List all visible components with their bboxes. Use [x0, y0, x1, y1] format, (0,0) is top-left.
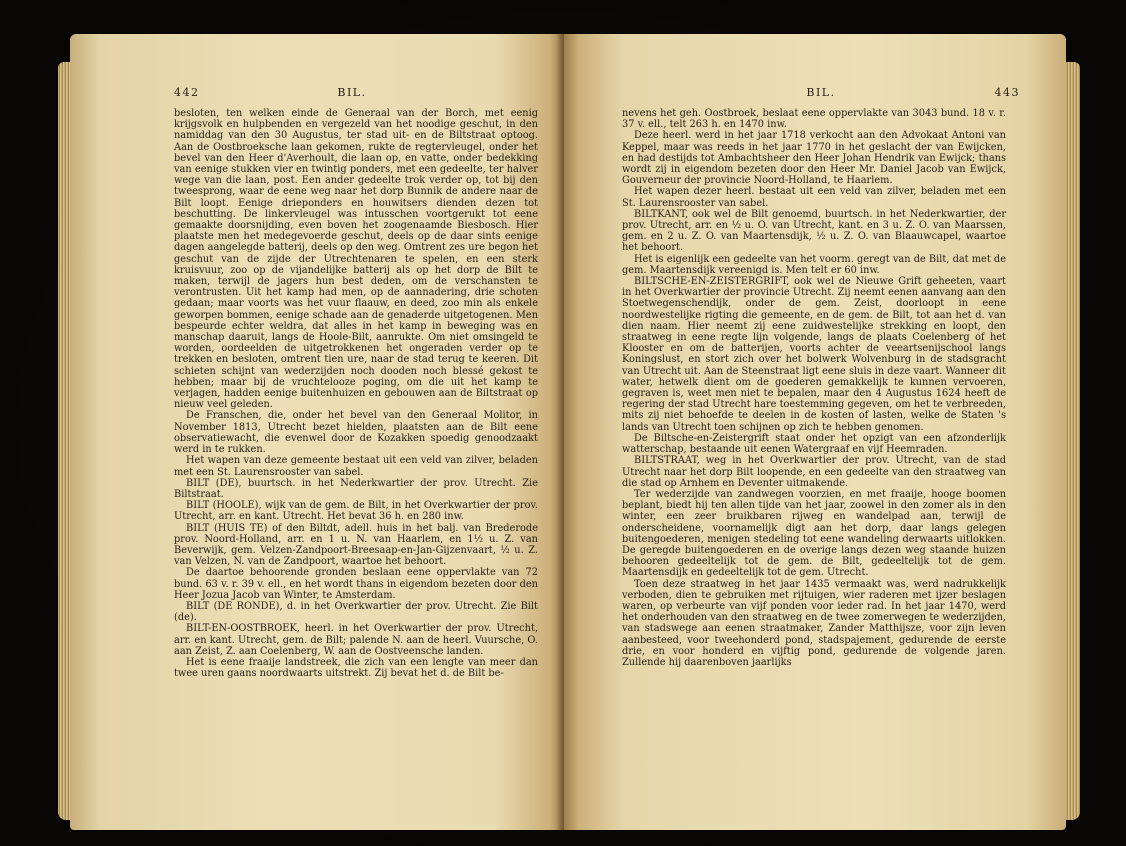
left-page	[70, 34, 564, 830]
paragraph: BILT (HUIS TE) of den Biltdt, adell. huis in het balj. van Brederode prov. Noord-Holland, arr. en 1 u. N. van Haarlem, en 1½ u. Z. van Beverwijk, gem. Velzen-Zandpoort-Breesaap-en-Jan-Gijzenvaart, ½ u. Z. van Velzen, N. van de Zandpoort, waartoe het behoort.	[174, 522, 538, 568]
page-edges-right	[1066, 62, 1080, 820]
paragraph: BILT-EN-OOSTBROEK, heerl. in het Overkwartier der prov. Utrecht, arr. en kant. Utrecht, gem. de Bilt; palende N. aan de heerl. Vuursche, O. aan Zeist, Z. aan Coelenberg, W. aan de Oostveensche landen.	[174, 623, 538, 657]
paragraph: BILT (DE), buurtsch. in het Nederkwartier der prov. Utrecht. Zie Biltstraat.	[174, 477, 538, 500]
page-number: 442	[174, 86, 200, 99]
paragraph: Het wapen dezer heerl. bestaat uit een veld van zilver, beladen met een St. Laurensrooster van sabel.	[622, 186, 1006, 209]
page-number: 443	[994, 86, 1020, 99]
running-head: BIL.	[337, 86, 367, 99]
right-page	[564, 34, 1066, 830]
paragraph: Deze heerl. werd in het jaar 1718 verkocht aan den Advokaat Antoni van Keppel, maar was reeds in het jaar 1770 in het geslacht der van Ewijcken, en had destijds tot Ambachtsheer den Heer Johan Hendrik van Ewijck; thans wordt zij in eigendom bezeten door den Heer Mr. Daniel Jacob van Ewijck, Gouverneur der provincie Noord-Holland, te Haarlem.	[622, 130, 1006, 187]
paragraph: Ter wederzijde van zandwegen voorzien, en met fraaije, hooge boomen beplant, biedt hij ten allen tijde van het jaar, zoowel in den zomer als in den winter, een zeer bruikbaren rijweg en wandelpad aan, terwijl de onderscheidene, voornamelijk digt aan het dorp, daar langs gelegen buitengoederen, menigen stedeling tot eene wandeling derwaarts uitlokken. De geregde buitengoederen en de overige langs dezen weg staande huizen behooren gedeeltelijk tot de gem. de Bilt, gedeeltelijk tot de gem. Maartensdijk en gedeeltelijk tot de gem. Utrecht.	[622, 488, 1006, 579]
right-page-header	[622, 86, 1020, 104]
left-page-text	[174, 108, 538, 679]
paragraph: Het wapen van deze gemeente bestaat uit een veld van zilver, beladen met een St. Laurensrooster van sabel.	[174, 455, 538, 478]
right-page-text	[622, 108, 1006, 668]
paragraph: Het is eigenlijk een gedeelte van het voorm. geregt van de Bilt, dat met de gem. Maartensdijk vereenigd is. Men telt er 60 inw.	[622, 253, 1006, 276]
paragraph: BILTSTRAAT, weg in het Overkwartier der prov. Utrecht, van de stad Utrecht naar het dorp Bilt loopende, en een gedeelte van den straatweg van die stad op Arnhem en Deventer uitmakende.	[622, 455, 1006, 489]
paragraph: De daartoe behoorende gronden beslaan eene oppervlakte van 72 bund. 63 v. r. 39 v. ell., en het wordt thans in eigendom bezeten door den Heer Jozua Jacob van Winter, te Amsterdam.	[174, 567, 538, 601]
running-head: BIL.	[806, 86, 836, 99]
paragraph: Toen deze straatweg in het jaar 1435 vermaakt was, werd nadrukkelijk verboden, dien te gebruiken met rijtuigen, wier raderen met ijzer beslagen waren, op verbeurte van vijf ponden voor ieder rad. In het jaar 1470, werd het onderhouden van den straatweg en de twee zomerwegen te wederzijden, van stadswege aan eenen straatmaker, Zander Matthijsze, voor zijn leven aanbesteed, voor tweehonderd pond, stadspajement, gedurende de eerste drie, en voor honderd en vijftig pond, gedurende de volgende jaren. Zullende hij daarenboven jaarlijks	[622, 578, 1006, 668]
paragraph: BILTKANT, ook wel de Bilt genoemd, buurtsch. in het Nederkwartier, der prov. Utrecht, arr. en ½ u. O. van Utrecht, kant. en 3 u. Z. O. van Maarssen, gem. en 2 u. Z. O. van Maartensdijk, ½ u. Z. O. van Blaauwcapel, waartoe het behoort.	[622, 208, 1006, 254]
paragraph: BILT (DE RONDE), d. in het Overkwartier der prov. Utrecht. Zie Bilt (de).	[174, 600, 538, 624]
paragraph: De Biltsche-en-Zeistergrift staat onder het opzigt van een afzonderlijk watterschap, bestaande uit eenen Watergraaf en vijf Heemraden.	[622, 432, 1006, 456]
paragraph: Het is eene fraaije landstreek, die zich van een lengte van meer dan twee uren gaans noordwaarts uitstrekt. Zij bevat het d. de Bilt be-	[174, 656, 538, 680]
left-page-header	[174, 86, 530, 104]
paragraph: nevens het geh. Oostbroek, beslaat eene oppervlakte van 3043 bund. 18 v. r. 37 v. ell., telt 263 h. en 1470 inw.	[622, 108, 1006, 131]
paragraph: BILTSCHE-EN-ZEISTERGRIFT, ook wel de Nieuwe Grift geheeten, vaart in het Overkwartier der provincie Utrecht. Zij neemt eenen aanvang aan den Stoetwegenschendijk, onder de gem. Zeist, doorloopt in eene noordwestelijke rigting die gemeente, en de gem. de Bilt, tot aan het d. van dien naam. Hier neemt zij eene zuidwestelijke strekking en loopt, den straatweg in eene regte lijn volgende, langs de plaats Coelenberg of het Klooster en om de batterijen, voorts achter de veeartsenijschool langs Koningslust, en stort zich over het bolwerk Wolvenburg in de stadsgracht van Utrecht uit. Aan de Steenstraat ligt eene sluis in deze vaart. Wanneer dit water, hetwelk dient om de goederen gemakkelijk te kunnen vervoeren, gegraven is, weet men niet te bepalen, maar den 4 Augustus 1624 heeft de regering der stad Utrecht hare toestemming gegeven, om het te verbreeden, mits zij niet behoefde te deelen in de kosten of lasten, welke de Staten 's lands van Utrecht toen schijnen op zich te hebben genomen.	[622, 276, 1006, 433]
paragraph: De Franschen, die, onder het bevel van den Generaal Molitor, in November 1813, Utrecht bezet hielden, plaatsten aan de Bilt eene observatiewacht, die evenwel door de Kozakken spoedig genoodzaakt werd in te rukken.	[174, 410, 538, 456]
open-book	[58, 22, 1080, 834]
paragraph: besloten, ten welken einde de Generaal van der Borch, met eenig krijgsvolk en hulpbenden en vergezeld van het noodige geschut, in den namiddag van den 30 Augustus, ter stad uit- en de Biltstraat optoog. Aan de Oostbroeksche laan gekomen, rukte de regtervleugel, onder het bevel van den Heer d'Averhoult, die laan op, en vatte, onder bedekking van eenige stukken vier en twintig ponders, met een gedeelte, ter halver wege van die laan, post. Een ander gedeelte trok verder op, tot bij den tweesprong, waar de eene weg naar het dorp Bunnik de andere naar de Bilt loopt. Eenige drieponders en houwitsers dienden dezen tot beschutting. De linkervleugel was intusschen voortgerukt tot eene gemaakte doorsnijding, even boven het zoogenaamde Biesbosch. Hier plaatste men het medegevoerde geschut, deels op de daar sints eenige dagen aangelegde batterij, deels op den weg. Omtrent zes ure begon het geschut van de zijde der Utrechtenaren te spelen, en een sterk kruisvuur, zoo op de vijandelijke batterij als op het dorp de Bilt te maken, terwijl de jagers hun best deden, om de verschansten te verontrusten. Uit het kamp had men, op de aannadering, drie schoten gedaan; maar voorts was het vuur flaauw, en deed, zoo min als enkele geworpen bommen, eenige schade aan de genaderde uitgetogenen. Men bespeurde echter weldra, dat alles in het kamp in beweging was en manschap daaruit, langs de Hoole-Bilt, aanrukte. Om niet omsingeld te worden, oordeelden de uitgetrokkenen het ongeraden verder op te trekken en besloten, omtrent tien ure, naar de stad terug te keeren. Dit schieten schijnt van wederzijden noch dooden noch blessé gekost te hebben; maar bij de vruchtelooze poging, om die uit het kamp te verjagen, hadden eenige buitenhuizen en gebouwen aan de Biltstraat op nieuw veel geleden.	[174, 108, 538, 411]
paragraph: BILT (HOOLE), wijk van de gem. de Bilt, in het Overkwartier der prov. Utrecht, arr. en kant. Utrecht. Het bevat 36 h. en 280 inw.	[174, 500, 538, 523]
